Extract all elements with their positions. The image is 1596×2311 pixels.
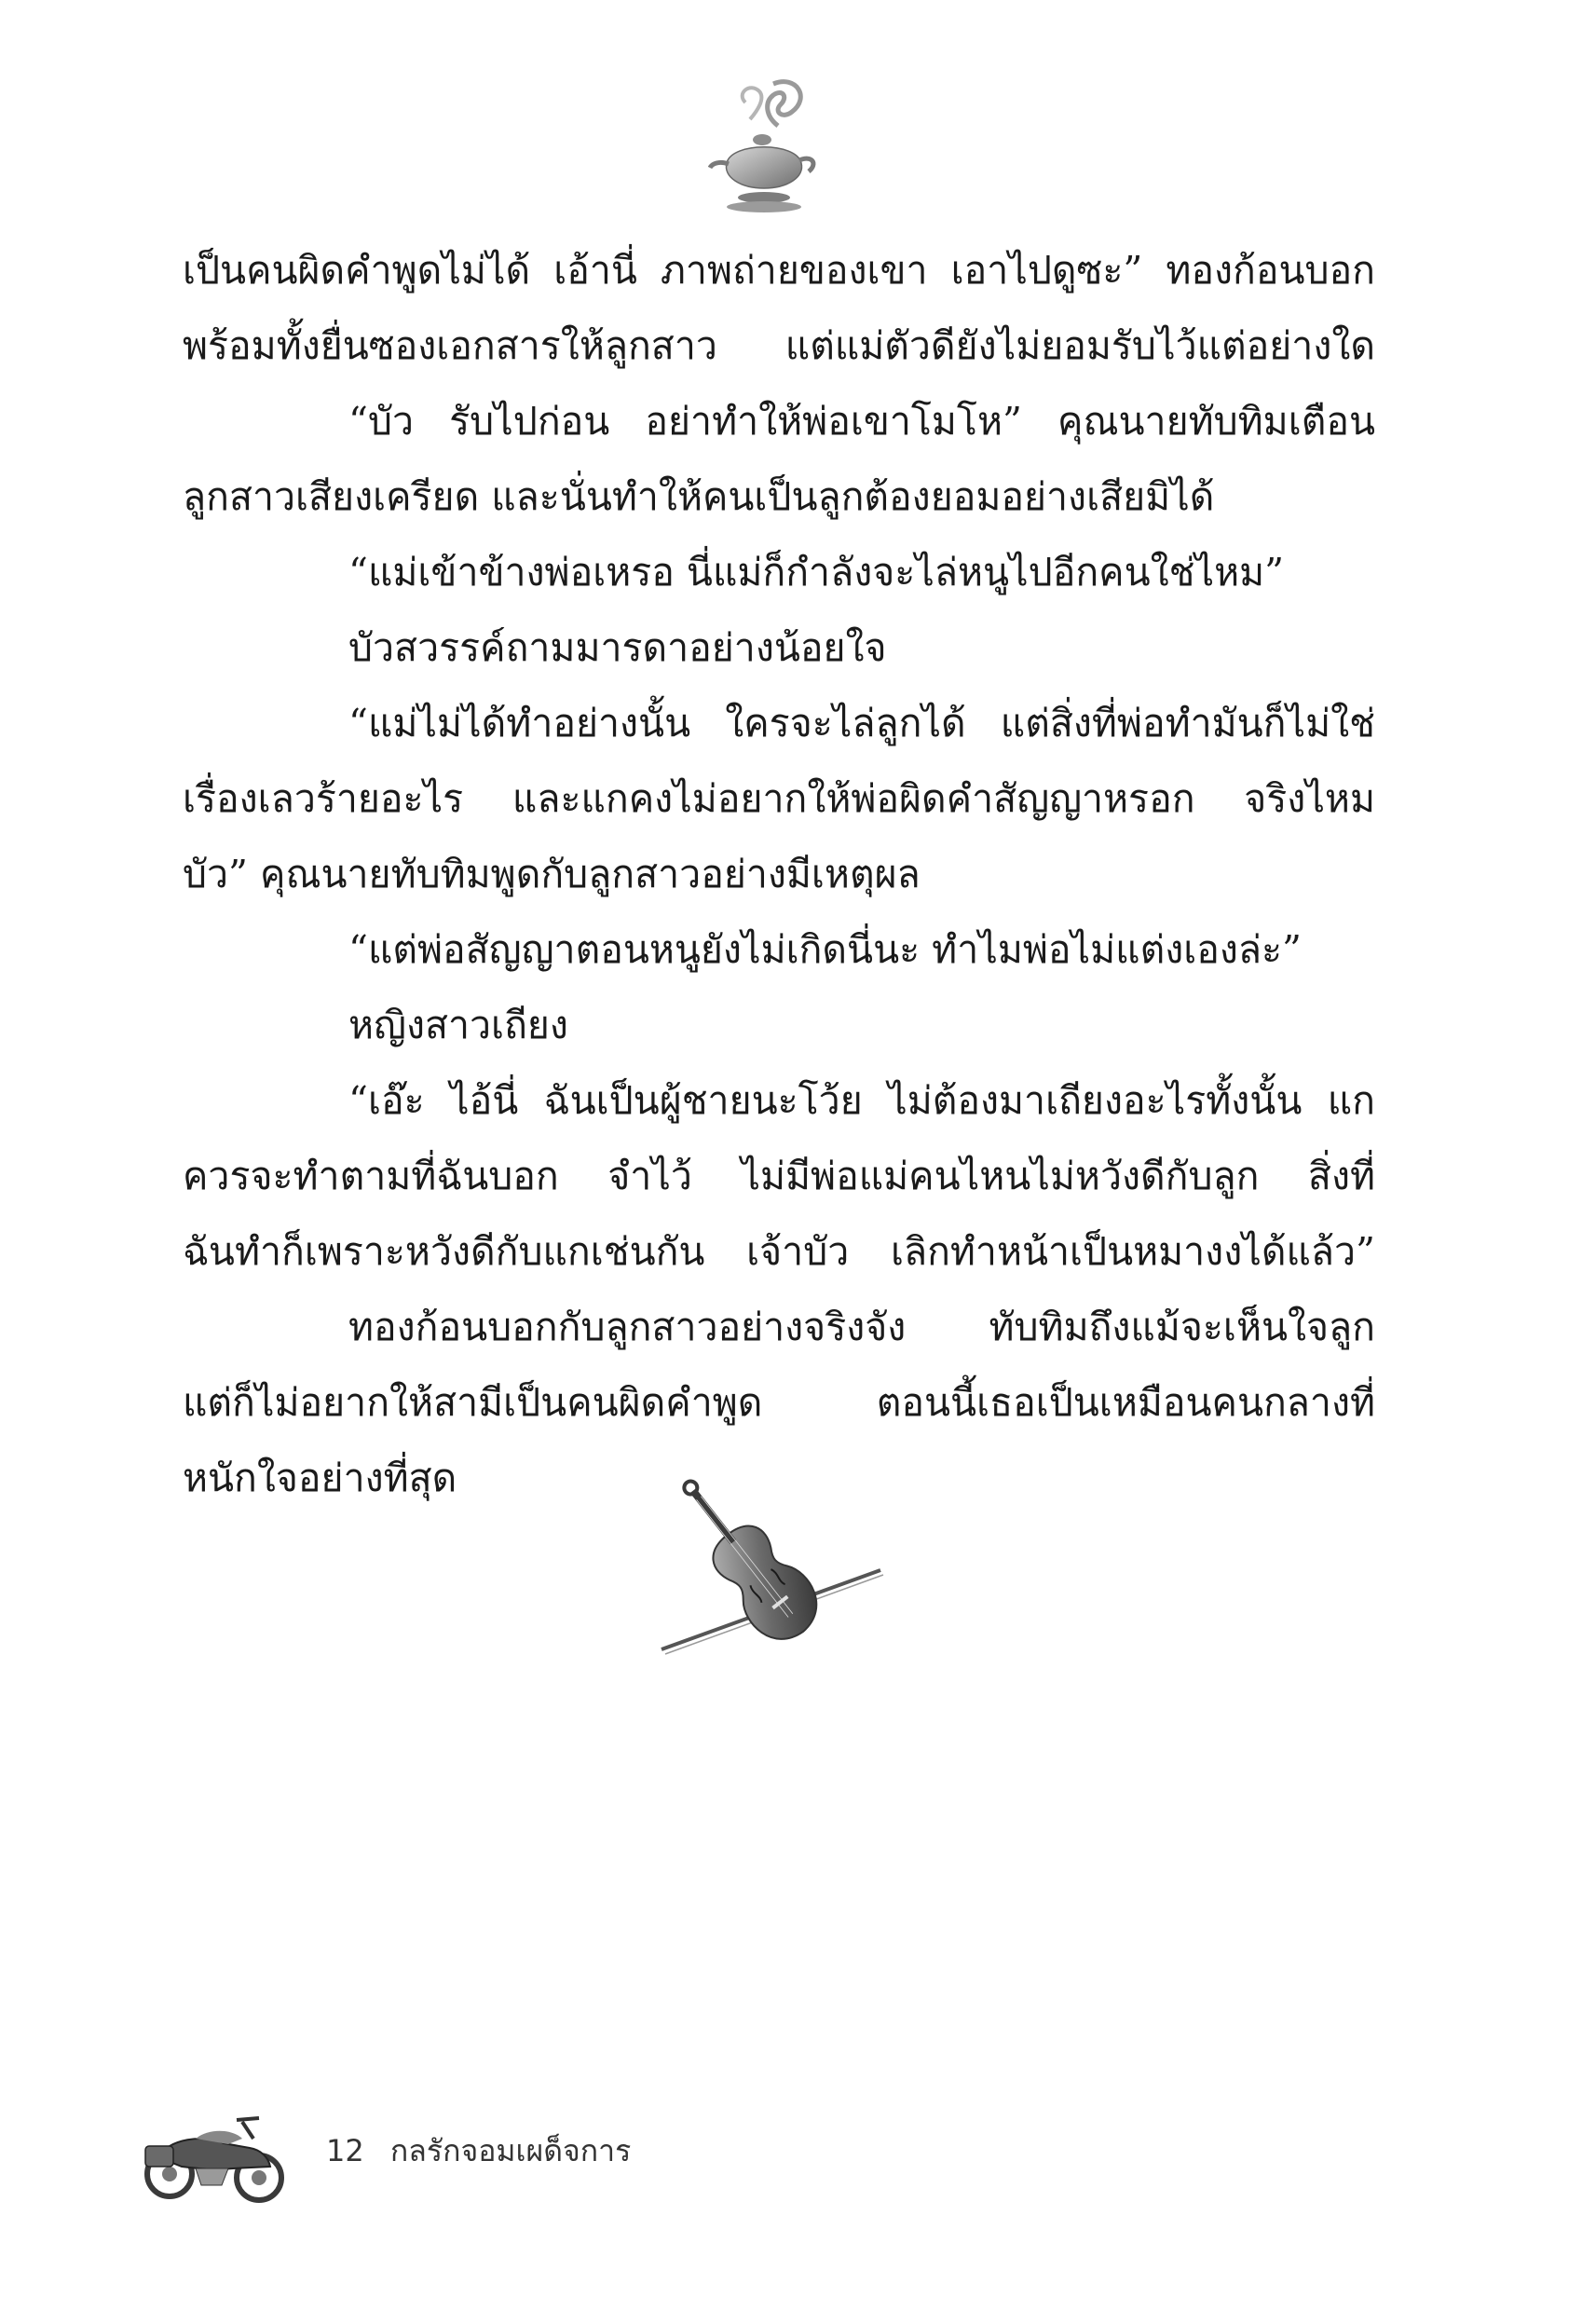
page-number: 12	[326, 2133, 364, 2168]
footer-text	[326, 2127, 631, 2175]
text-line: “บัว รับไปก่อน อย่าทำให้พ่อเขาโมโห” คุณนายทับทิมเตือน	[348, 399, 1375, 444]
text-line: พร้อมทั้งยื่นซองเอกสารให้ลูกสาว แต่แม่ตัวดียังไม่ยอมรับไว้แต่อย่างใด	[183, 323, 1375, 368]
text-line: บัวสวรรค์ถามมารดาอย่างน้อยใจ	[348, 625, 887, 670]
text-line: หญิงสาวเถียง	[348, 1003, 568, 1047]
page-footer	[140, 2101, 978, 2213]
text-line: ทองก้อนบอกกับลูกสาวอย่างจริงจัง ทับทิมถึงแม้จะเห็นใจลูก	[348, 1305, 1375, 1349]
violin-icon	[652, 1463, 894, 1668]
text-line: “แม่เข้าข้างพ่อเหรอ นี่แม่ก็กำลังจะไล่หนูไปอีกคนใช่ไหม”	[348, 550, 1285, 595]
text-line: “แม่ไม่ได้ทำอย่างนั้น ใครจะไล่ลูกได้ แต่สิ่งที่พ่อทำมันก็ไม่ใช่	[348, 701, 1375, 745]
book-title: กลรักจอมเผด็จการ	[389, 2133, 632, 2168]
text-line: ควรจะทำตามที่ฉันบอก จำไว้ ไม่มีพ่อแม่คนไหนไม่หวังดีกับลูก สิ่งที่	[183, 1154, 1375, 1198]
text-line: ลูกสาวเสียงเครียด และนั่นทำให้คนเป็นลูกต้องยอมอย่างเสียมิได้	[183, 474, 1215, 519]
text-line: “แต่พ่อสัญญาตอนหนูยังไม่เกิดนี่นะ ทำไมพ่อไม่แต่งเองล่ะ”	[348, 927, 1302, 972]
text-line: เป็นคนผิดคำพูดไม่ได้ เอ้านี่ ภาพถ่ายของเขา เอาไปดูซะ” ทองก้อนบอก	[183, 248, 1375, 293]
motorcycle-icon	[140, 2101, 289, 2208]
text-line: บัว” คุณนายทับทิมพูดกับลูกสาวอย่างมีเหตุผล	[183, 852, 921, 896]
text-line: หนักใจอย่างที่สุด	[183, 1456, 457, 1500]
teapot-lamp-icon	[708, 75, 820, 214]
text-line: ฉันทำก็เพราะหวังดีกับแกเช่นกัน เจ้าบัว เลิกทำหน้าเป็นหมางงได้แล้ว”	[183, 1229, 1375, 1274]
text-line: “เอ๊ะ ไอ้นี่ ฉันเป็นผู้ชายนะโว้ย ไม่ต้องมาเถียงอะไรทั้งนั้น แก	[348, 1078, 1375, 1123]
text-line: แต่ก็ไม่อยากให้สามีเป็นคนผิดคำพูด ตอนนี้เธอเป็นเหมือนคนกลางที่	[183, 1380, 1375, 1425]
text-line: เรื่องเลวร้ายอะไร และแกคงไม่อยากให้พ่อผิดคำสัญญาหรอก จริงไหม	[183, 776, 1375, 821]
story-text	[183, 233, 1375, 1516]
